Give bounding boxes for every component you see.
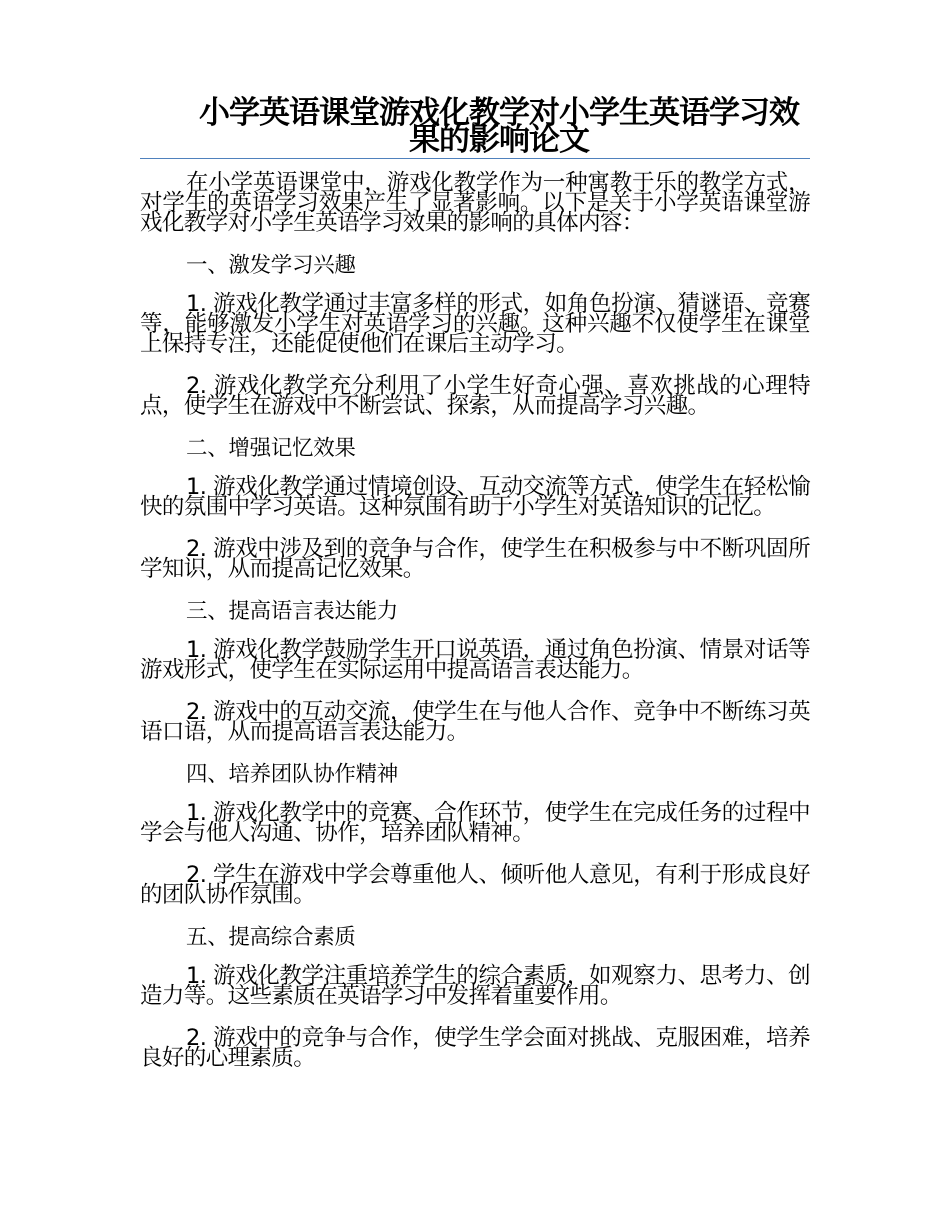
- section-heading-4: 四、培养团队协作精神: [186, 762, 399, 787]
- section-heading-3: 三、提高语言表达能力: [186, 599, 399, 624]
- section-2-paragraph-2: 2. 游戏中涉及到的竞争与合作，使学生在积极参与中不断巩固所学知识，从而提高记忆效果。: [140, 536, 810, 582]
- title-underline: [140, 158, 810, 159]
- section-5-paragraph-1: 1. 游戏化教学注重培养学生的综合素质，如观察力、思考力、创造力等。这些素质在英语学习中发挥着重要作用。: [140, 963, 810, 1009]
- section-heading-2: 二、增强记忆效果: [186, 436, 356, 461]
- document-title: 小学英语课堂游戏化教学对小学生英语学习效果的影响论文: [199, 95, 799, 158]
- section-3-paragraph-2: 2. 游戏中的互动交流，使学生在与他人合作、竞争中不断练习英语口语，从而提高语言表达能力。: [140, 699, 810, 745]
- section-heading-5: 五、提高综合素质: [186, 925, 356, 950]
- section-5-paragraph-2: 2. 游戏中的竞争与合作，使学生学会面对挑战、克服困难，培养良好的心理素质。: [140, 1025, 810, 1071]
- section-3-paragraph-1: 1. 游戏化教学鼓励学生开口说英语，通过角色扮演、情景对话等游戏形式，使学生在实际运用中提高语言表达能力。: [140, 637, 810, 683]
- section-4-paragraph-2: 2. 学生在游戏中学会尊重他人、倾听他人意见，有利于形成良好的团队协作氛围。: [140, 862, 810, 908]
- section-2-paragraph-1: 1. 游戏化教学通过情境创设、互动交流等方式，使学生在轻松愉快的氛围中学习英语。这种氛围有助于小学生对英语知识的记忆。: [140, 474, 810, 520]
- document-page: [140, 95, 810, 1090]
- section-1-paragraph-2: 2. 游戏化教学充分利用了小学生好奇心强、喜欢挑战的心理特点，使学生在游戏中不断尝试、探索，从而提高学习兴趣。: [140, 373, 810, 419]
- section-4-paragraph-1: 1. 游戏化教学中的竞赛、合作环节，使学生在完成任务的过程中学会与他人沟通、协作，培养团队精神。: [140, 800, 810, 846]
- intro-paragraph: 在小学英语课堂中，游戏化教学作为一种寓教于乐的教学方式，对学生的英语学习效果产生了显著影响。以下是关于小学英语课堂游戏化教学对小学生英语学习效果的影响的具体内容：: [140, 170, 810, 236]
- section-1-paragraph-1: 1. 游戏化教学通过丰富多样的形式，如角色扮演、猜谜语、竞赛等，能够激发小学生对英语学习的兴趣。这种兴趣不仅使学生在课堂上保持专注，还能促使他们在课后主动学习。: [140, 291, 810, 357]
- section-heading-1: 一、激发学习兴趣: [186, 253, 356, 278]
